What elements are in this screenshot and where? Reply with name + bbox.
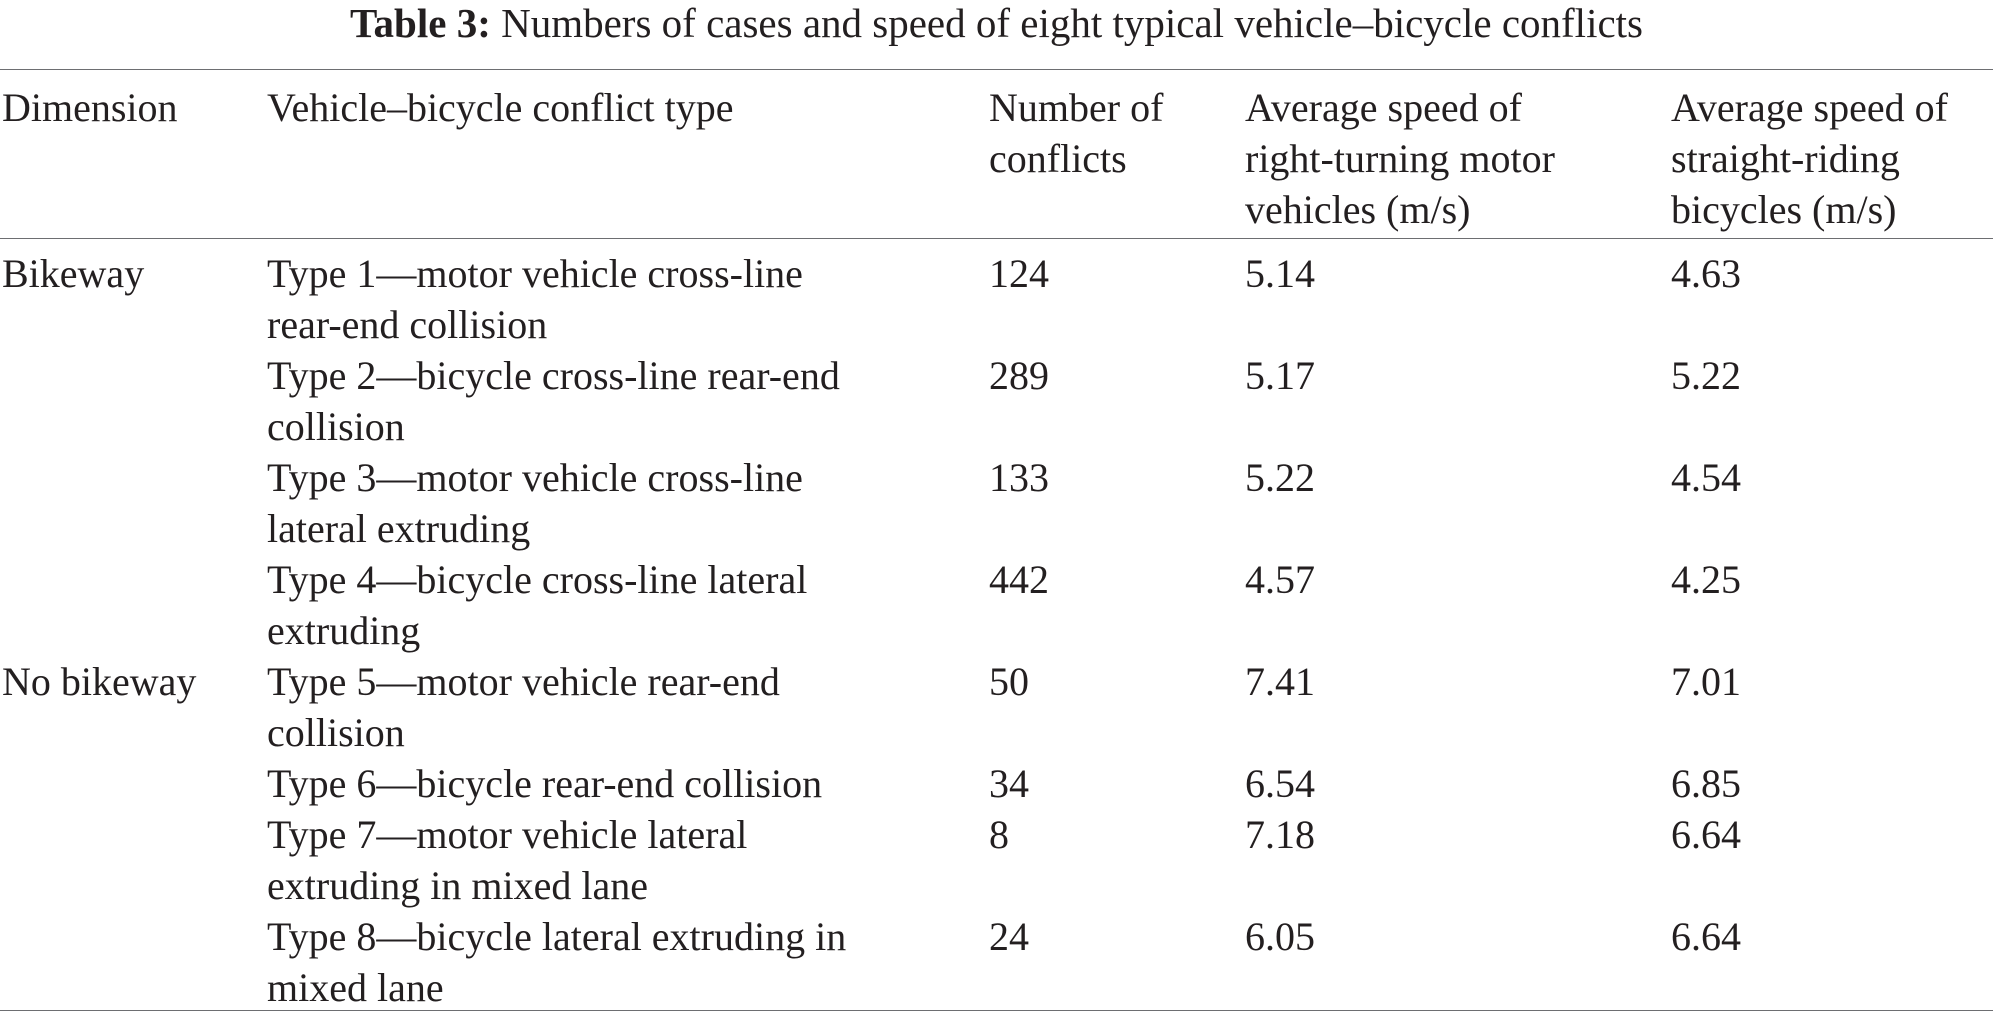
row-bicycle-speed: 6.85 [1671,761,1741,806]
header-conflict-type: Vehicle–bicycle conflict type [267,85,734,130]
row-bicycle-speed: 6.64 [1671,914,1741,959]
row-conflicts: 50 [989,659,1029,704]
row-type-line2: rear-end collision [267,302,548,347]
row-bicycle-speed: 5.22 [1671,353,1741,398]
header-bicycle-speed-line1: Average speed of [1671,85,1948,130]
row-conflicts: 133 [989,455,1049,500]
header-num-conflicts-line2: conflicts [989,136,1127,181]
header-vehicle-speed-line3: vehicles (m/s) [1245,187,1471,232]
row-vehicle-speed: 7.18 [1245,812,1315,857]
row-type-line1: Type 3—motor vehicle cross-line [267,455,803,500]
row-bicycle-speed: 4.63 [1671,251,1741,296]
header-dimension: Dimension [2,85,178,130]
header-rule [0,238,1993,239]
row-conflicts: 289 [989,353,1049,398]
header-vehicle-speed-line1: Average speed of [1245,85,1522,130]
row-vehicle-speed: 5.17 [1245,353,1315,398]
row-conflicts: 8 [989,812,1009,857]
row-type-line1: Type 4—bicycle cross-line lateral [267,557,808,602]
row-vehicle-speed: 6.54 [1245,761,1315,806]
row-dimension: Bikeway [2,251,145,296]
row-bicycle-speed: 6.64 [1671,812,1741,857]
row-bicycle-speed: 4.54 [1671,455,1741,500]
row-vehicle-speed: 7.41 [1245,659,1315,704]
row-type-line1: Type 6—bicycle rear-end collision [267,761,823,806]
row-conflicts: 442 [989,557,1049,602]
row-type-line1: Type 5—motor vehicle rear-end [267,659,780,704]
row-type-line2: extruding [267,608,421,653]
row-conflicts: 34 [989,761,1029,806]
row-type-line1: Type 1—motor vehicle cross-line [267,251,803,296]
row-conflicts: 124 [989,251,1049,296]
bottom-rule [0,1010,1993,1011]
row-dimension: No bikeway [2,659,197,704]
row-type-line1: Type 7—motor vehicle lateral [267,812,748,857]
row-bicycle-speed: 4.25 [1671,557,1741,602]
top-rule [0,69,1993,70]
row-type-line2: extruding in mixed lane [267,863,649,908]
table-label: Table 3: [349,0,491,46]
row-type-line2: lateral extruding [267,506,531,551]
table-title: Numbers of cases and speed of eight typical vehicle–bicycle conflicts [501,0,1644,46]
header-bicycle-speed-line2: straight-riding [1671,136,1900,181]
header-bicycle-speed-line3: bicycles (m/s) [1671,187,1897,232]
row-conflicts: 24 [989,914,1029,959]
row-type-line2: collision [267,404,405,449]
row-type-line2: mixed lane [267,965,444,1010]
row-vehicle-speed: 4.57 [1245,557,1315,602]
row-type-line1: Type 8—bicycle lateral extruding in [267,914,847,959]
row-vehicle-speed: 5.14 [1245,251,1315,296]
row-type-line2: collision [267,710,405,755]
table-caption [0,0,1993,46]
row-vehicle-speed: 6.05 [1245,914,1315,959]
header-num-conflicts-line1: Number of [989,85,1164,130]
row-vehicle-speed: 5.22 [1245,455,1315,500]
row-type-line1: Type 2—bicycle cross-line rear-end [267,353,840,398]
row-bicycle-speed: 7.01 [1671,659,1741,704]
header-vehicle-speed-line2: right-turning motor [1245,136,1555,181]
